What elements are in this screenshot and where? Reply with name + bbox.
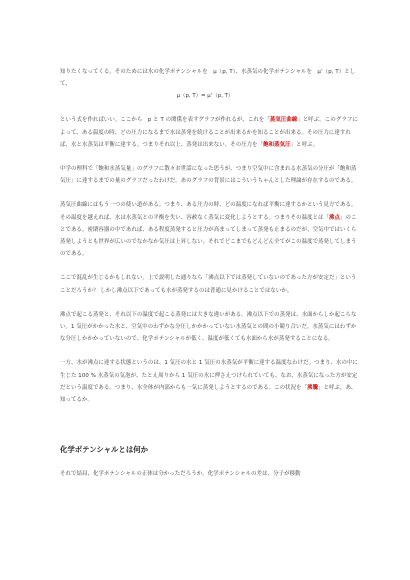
paragraph-5-text: ここで混乱が生じるかもしれない。上で説明した通りなら「沸点以下では蒸発していないのであった方が安定だ」ということだろうか？ しかし沸点以下であっても水が蒸発するのは普通に見かけることではないか。 — [60, 275, 357, 294]
paragraph-7-text-b: 」と呼ぶ。あ、知ってるか。 — [60, 384, 357, 404]
paragraph-7 — [0, 357, 410, 406]
paragraph-6 — [0, 309, 410, 346]
paragraph-4 — [0, 199, 410, 260]
highlight-boiling-point: 沸点 — [329, 214, 341, 221]
paragraph-2-text-b: 」と呼ぶ。このグラフによって、ある温度の時、どの圧力になるまで水は蒸発を続けることが出来るかを知ることが出来る。その圧力に達すれば、水と水蒸気は平衡に達する。つまりそれ以上、蒸発は出来ない。その圧力を「 — [60, 117, 358, 148]
paragraph-8-text: それで結局、化学ポテンシャルの正体は分かっただろうか。化学ポテンシャルの差は、分子が移動 — [60, 471, 301, 478]
highlight-boiling: 沸騰 — [307, 384, 319, 391]
paragraph-1-text: 知りたくなってくる。そのためには水の化学ポテンシャルを μ（p, T）、水蒸気の化学ポテンシャルを μ’（p, T）として、 — [60, 69, 356, 88]
paragraph-2-text-c: 」と呼ぶ。 — [290, 141, 319, 148]
paragraph-5 — [0, 272, 410, 296]
paragraph-6-text: 沸点で起こる蒸発と、それ以下の温度で起こる蒸発には大きな違いがある。沸点以下での蒸発は、水面からしか起こらない。1 気圧がかかった水と、空気中のわずかな分圧しかかかっていない水蒸気との間の小競り合いだ。水蒸気にはわずかな分圧しかかかっていないので、化学ポテンシャルが低く、温度が低くても水面から水が蒸発することになる。 — [60, 311, 357, 343]
highlight-vapor-pressure-curve: 蒸気圧曲線 — [269, 117, 298, 124]
paragraph-4-text-a: 蒸気圧曲線にはもう一つの使い道がある。つまり、ある圧力の時、どの温度になれば平衡に達するかという見方である。その温度を越えれば、水は水蒸気との平衡を失い、容赦なく蒸気に変化しようとする。つまりその温度とは「 — [60, 202, 357, 221]
highlight-saturated-vapor-pressure: 飽和蒸気圧 — [263, 141, 291, 148]
paragraph-8 — [0, 468, 410, 480]
paragraph-2 — [0, 114, 410, 151]
paragraph-7-text-a: 一方、水が沸点に達する状態というのは、1 気圧の水と 1 気圧の水蒸気が平衡に達する温度なわけだ。つまり、水の中に生じた 100 % 水蒸気の気泡が、たとえ周りから 1 気圧の水に押さえつけられていても、なお、水蒸気になった方が安定だという温度である。つまり、水全体が内部からも一気に蒸発しようとするのである。この状況を「 — [60, 360, 359, 391]
equation: μ（p, T）= μ’（p, T） — [176, 93, 234, 100]
paragraph-4-text-b: 」のことである。密閉容器の中であれば、ある程度蒸発すると圧力が高まってしまって蒸発も止まるのだが、空気中ではいくら蒸発しようとも世界が広いのでなかなか気圧は上昇しない。それでどこまでもどんどん全てがこの温度で蒸発してしまうのである。 — [60, 214, 357, 258]
section-heading: 化学ポテンシャルとは何か — [60, 445, 148, 455]
paragraph-1 — [0, 66, 410, 90]
paragraph-3 — [0, 163, 410, 187]
paragraph-3-text: 中学の理科で「飽和水蒸気量」のグラフに散々お世話になった思うが、つまり空気中に含まれる水蒸気の分圧が「飽和蒸気圧」に達するまでの量のグラフだったわけだ。あのグラフの背景にはこういうちゃんとした理論が存在するのである。 — [60, 166, 357, 185]
paragraph-2-text-a: という式を作ればいい。ここから p と T の関係を表すグラフが作れるが、これを「 — [60, 117, 270, 124]
